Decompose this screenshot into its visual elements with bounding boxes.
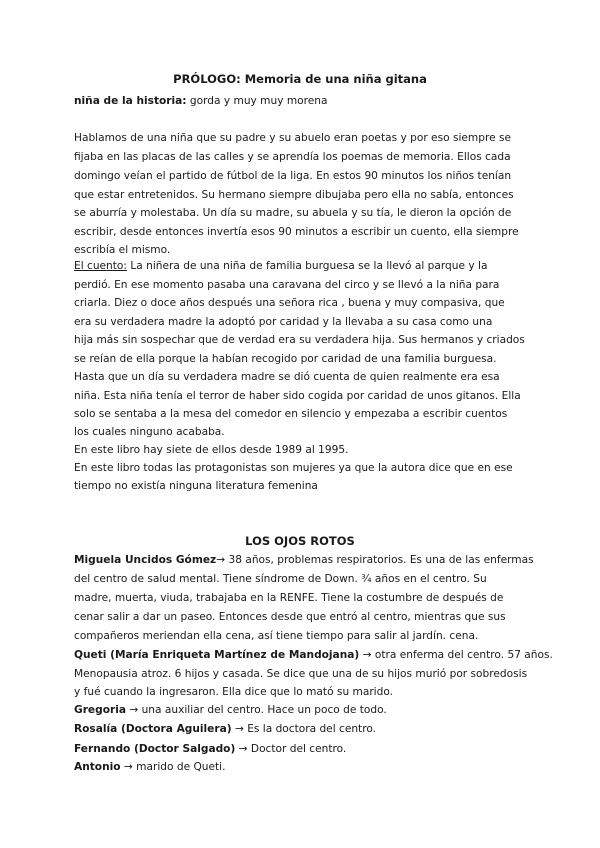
text-line: Hablamos de una niña que su padre y su abuelo eran poetas y por eso siempre se [74,132,512,144]
text-line: tiempo no existía ninguna literatura femenina [74,480,318,492]
miguela-name: Miguela Uncidos Gómez [74,554,217,566]
gregoria-text: → una auxiliar del centro. Hace un poco de todo. [125,704,387,716]
text-line: En este libro hay siete de ellos desde 1989 al 1995. [74,444,349,456]
prologo-title: PRÓLOGO: Memoria de una niña gitana [173,72,427,86]
antonio-text: → marido de Queti. [120,761,226,773]
text-line: solo se sentaba a la mesa del comedor en silencio y empezaba a escribir cuentos [74,408,508,420]
text-line: cenar salir a dar un paseo. Entonces desde que entró al centro, mientras que sus [74,611,506,623]
text-line: compañeros meriendan ella cena, así tiene tiempo para salir al jardín. cena. [74,630,479,642]
text-line: Menopausia atroz. 6 hijos y casada. Se dice que una de su hijos murió por sobredosis [74,668,528,680]
miguela-first-line [74,551,534,570]
fernando-name: Fernando (Doctor Salgado) [74,743,236,755]
text-line: se aburría y molestaba. Un día su madre, su abuela y su tía, le dieron la opción de [74,207,512,219]
fernando-text: → Doctor del centro. [235,743,347,755]
text-line: niña. Esta niña tenía el terror de haber sido cogida por caridad de unos gitanos. Ella [74,390,521,402]
character-antonio [74,758,534,777]
text-line: criarla. Diez o doce años después una señora rica , buena y muy compasiva, que [74,297,505,309]
subtitle-label: niña de la historia: [74,95,187,107]
text-line: Hasta que un día su verdadera madre se dió cuenta de quien realmente era esa [74,371,500,383]
queti-first-text: → otra enferma del centro. 57 años. [359,649,553,661]
rosalia-text: → Es la doctora del centro. [231,723,377,735]
text-line: los cuales ninguno acababa. [74,426,225,438]
antonio-name: Antonio [74,761,121,773]
text-line: era su verdadera madre la adoptó por caridad y la llevaba a su casa como una [74,316,493,328]
text-line: y fué cuando la ingresaron. Ella dice que lo mató su marido. [74,686,394,698]
character-rosalia [74,720,534,739]
cuento-label: El cuento: [74,260,127,272]
queti-name: Queti (María Enriqueta Martínez de Mandojana) [74,649,360,661]
text-line: En este libro todas las protagonistas son mujeres ya que la autora dice que en ese [74,462,513,474]
text-line: domingo veían el partido de fútbol de la liga. En estos 90 minutos los niños tenían [74,170,512,182]
subtitle-text: gorda y muy muy morena [186,95,328,107]
character-gregoria [74,701,534,720]
cuento-first-text: La niñera de una niña de familia burguesa se la llevó al parque y la [126,260,488,272]
text-line: fijaba en las placas de las calles y se aprendía los poemas de memoria. Ellos cada [74,151,511,163]
prologo-subtitle [74,92,534,111]
text-line: que estar entretenidos. Su hermano siempre dibujaba pero ella no sabía, entonces [74,189,514,201]
text-line: perdió. En ese momento pasaba una caravana del circo y se llevó a la niña para [74,279,500,291]
queti-first-line [74,646,553,665]
text-line: escribir, desde entonces invertía esos 90 minutos a escribir un cuento, ella siempre [74,226,519,238]
gregoria-name: Gregoria [74,704,126,716]
text-line: madre, muerta, viuda, trabajaba en la RENFE. Tiene la costumbre de después de [74,592,504,604]
text-line: escribía el mismo. [74,244,171,256]
cuento-first-line [74,257,534,276]
miguela-first-text: → 38 años, problemas respiratorios. Es una de las enfermas [216,554,534,566]
text-line: hija más sin sospechar que de verdad era su verdadera hija. Sus hermanos y criados [74,334,525,346]
ojos-title: LOS OJOS ROTOS [245,534,355,548]
rosalia-name: Rosalía (Doctora Aguilera) [74,723,232,735]
text-line: se reían de ella porque la habían recogido por caridad de una familia burguesa. [74,353,497,365]
text-line: del centro de salud mental. Tiene síndrome de Down. ¾ años en el centro. Su [74,573,487,585]
character-fernando [74,740,534,759]
